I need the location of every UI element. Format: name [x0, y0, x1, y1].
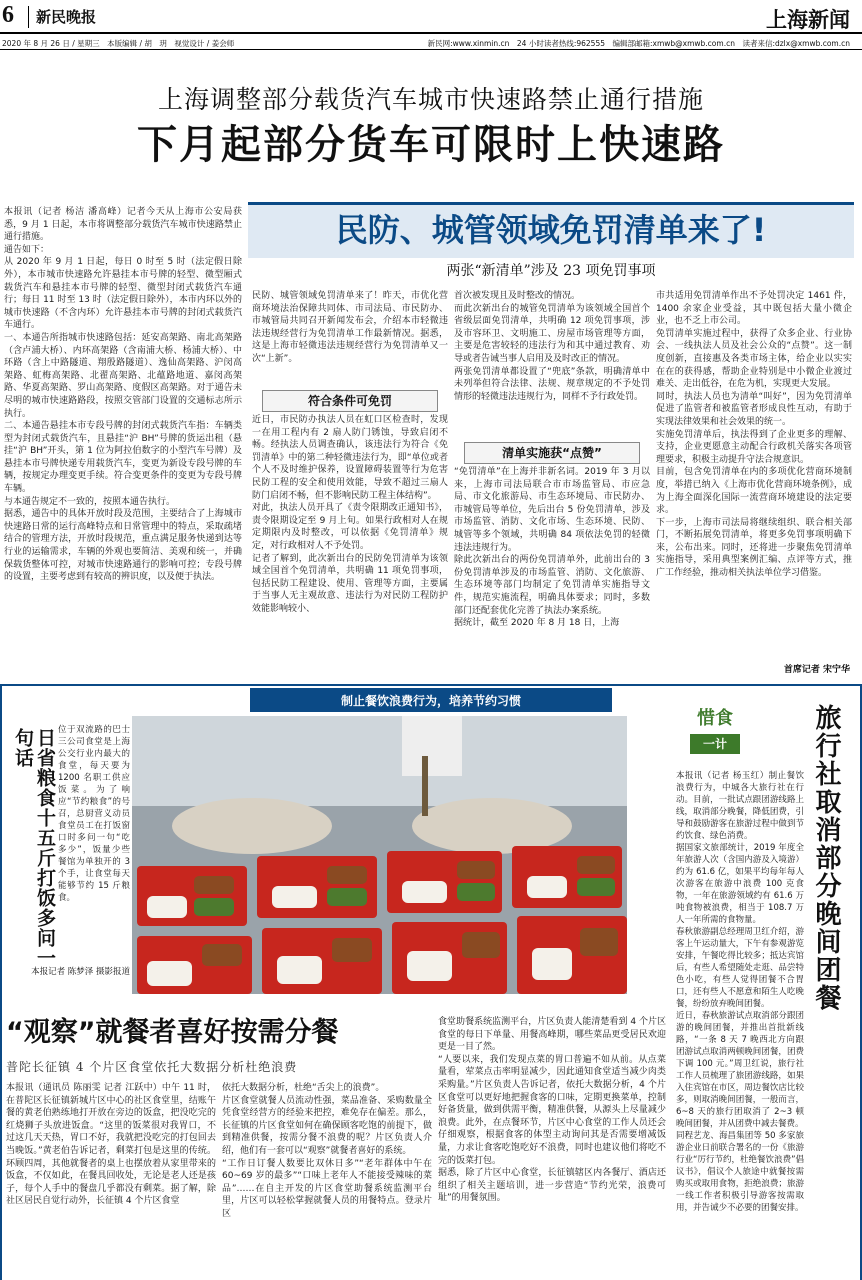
feature1-subhead: 两张“新清单”涉及 23 项免罚事项	[446, 263, 656, 279]
feature2-subhead: 普陀长征镇 4 个片区食堂依托大数据分析杜绝浪费	[6, 1060, 298, 1074]
feature1-col1-bottom: 近日，市民防办执法人员在虹口区检查时，发现一在用工程内有 2 扇人防门锈蚀，导致启闭不畅。经执法人员调查确认，该违法行为符合《免罚清单》中的第二种轻微违法行为，即“单位或者个人不及时维护保养，设置障碍装置等行为危害民防工程的安全和使用效能，导致不超过三扇人防门启闭不畅，但不影响民防工程主体结构”。 对此，执法人员开具了《责令限期改正通知书》，责令限期设定至 9 月上旬。如果行政相对人在规定期限内及时整改，可以依据《免罚清单》规定，对行政相对人不予处罚。 记者了解到，此次新出台的民防免罚清单为该领域全国首个免罚清单，共明确 11 项免罚事项，包括民防工程建设、使用、管理等方面，主要属于当事人无主观故意、违法行为对民防工程防护效能影响较小、	[252, 415, 448, 614]
meat-portion	[457, 861, 495, 879]
meat-portion	[327, 866, 367, 884]
rice-portion	[277, 956, 322, 984]
travel-title: 旅行社取消部分晚间团餐	[811, 704, 841, 1012]
rice-portion	[407, 951, 452, 981]
photo-story-body-cont	[8, 956, 130, 957]
lead-subtitle: 上海调整部分载货汽车城市快速路禁止通行措施	[157, 85, 704, 114]
photo-story-body: 位于双流路的巴士三公司食堂是上海公交行业内最大的食堂，每天要为 1200 名职工供应饭菜。为了响应“节约粮食”的号召，总厨营义动员食堂员工在打饭窗口时多问一句“吃多少”，饭量少些餐馆为单独开的 3 个手，让食堂每天能够节约 15 斤粮食。	[58, 725, 130, 903]
meat-portion	[462, 932, 500, 958]
tag-top: 惜食	[697, 708, 733, 729]
meal-tray	[387, 851, 502, 913]
meat-portion	[202, 944, 242, 966]
meat-portion	[332, 938, 372, 962]
server-sleeve	[402, 716, 462, 776]
meat-portion	[580, 928, 618, 956]
tag-badge	[678, 704, 752, 758]
rice-portion	[272, 886, 317, 908]
feature1	[248, 202, 854, 682]
feature1-col1-top: 民防、城管领域免罚清单来了！昨天，市优化营商环境法治保障共同体、市司法局、市民防办、市城管局共同召开新闻发布会，介绍本市轻微违法违规经营行为免罚清单工作最新情况。据悉，这是上海市轻微违法违规经营行为免罚清单又一次“上新”。	[252, 291, 448, 364]
feature1-col3: 市共适用免罚清单作出不予处罚决定 1461 件，1400 余家企业受益，其中既包括大量小微企业，也不乏上市公司。 免罚清单实施过程中，获得了众多企业、行业协会、一线执法人员及社会公众的“点赞”。这一制度创新，直接惠及各类市场主体，给企业以实实在在的获得感，帮助企业特别是中小微企业渡过难关、走出低谷，在危为机，实现更大发展。 同时，执法人员也为清单“叫好”，因为免罚清单促进了监管者和被监管者形成良性互动，有助于实现法律效果和社会效果的统一。 实施免罚清单后，执法得到了企业更多的理解、支持，企业更愿意主动配合行政机关落实各项管理要求，积极主动提升守法合规意识。 目前，包含免罚清单在内的多项优化营商环境制度，举措已纳入《上海市优化营商环境条例》，成为上海全面深化国际一流营商环境建设的法定要求。 下一步，上海市司法局将继续组织、联合相关部门，不断拓展免罚清单，将更多免罚事项明确下来，公布出来。同时，还将进一步聚焦免罚清单实施指导，采用典型案例汇编、点评等方式，推广工作经验，推动相关执法单位学习借鉴。	[656, 291, 852, 579]
section-name: 上海新闻	[766, 8, 850, 32]
rice-portion	[147, 896, 187, 918]
vegetable-portion	[327, 888, 367, 906]
contact-line: 新民网:www.xinmin.cn 24 小时读者热线:962555 编辑部邮箱:xmwb@xmwb.com.cn 读者来信:dzlx@xmwb.com.cn	[427, 39, 850, 48]
feature1-col2-top: 首次被发现且及时整改的情况。 而此次新出台的城管免罚清单为该领域全国首个省级层面免罚清单，共明确 12 项免罚事项，涉及市容环卫、文明施工、房屋市场管理等方面，主要是危害较轻的违法行为和其中通过教育、劝导或者告诫当事人启用及及时改正的情况。 两张免罚清单都设置了“兜底”条款，明确清单中未列举但符合法律、法规、规章规定的不予处罚情形的轻微违法违规行为，同样不予行政处罚。	[454, 291, 650, 402]
feature1-col2-bottom: “免罚清单”在上海并非新名词。2019 年 3 月以来，上海市司法局联合市市场监管局、市应急局、市文化旅游局、市生态环境局、市民防办、市城管局等单位，先后出台 5 份免罚清单，涉及市场监管、消防、文化市场、生态环境、民防、城管等多个领域，共明确 84 项依法免罚的轻微违法违规行为。 除此次新出台的两份免罚清单外，此前出台的 3 份免罚清单涉及的市场监管、消防、文化旅游、生态环境等部门均制定了免罚清单实施指导文件，规范实施流程，明确具体要求；同时，多数部门还配套优化完善了执法办案系统。 据统计，截至 2020 年 8 月 18 日，上海	[454, 467, 650, 629]
lead-headline: 下月起部分货车可限时上快速路	[137, 122, 725, 168]
serving-ladle	[422, 756, 428, 816]
canteen-photo	[132, 716, 627, 994]
meat-portion	[194, 876, 234, 894]
topic-bar-label: 制止餐饮浪费行为，培养节约习惯	[340, 694, 521, 708]
paper-name: 新民晚报	[36, 8, 97, 26]
feature2-col1: 本报讯（通讯员 陈丽雯 记者 江跃中）中午 11 时，在普陀区长征镇新城片区中心的社区食堂里，结账午餐的黄老伯熟练地打开放在旁边的饭盒，把没吃完的红烧狮子头放进饭盒。“这里的饭菜很对我胃口，不过这几天天热，胃口不好，我就把没吃完的打包回去当晚饭。”黄老伯告诉记者，剩菜打包是这里的传统。环顾四周，其他就餐者的桌上也摆放着从家里带来的饭盒，不仅如此，在餐具回收处，无论是老人还是孩子，每个人手中的餐盘几乎都没有剩菜。据了解，除社区居民自觉行动外，长征镇 4 个片区食堂	[6, 1083, 216, 1207]
meat-portion	[577, 856, 615, 874]
feature1-headline: 民防、城管领域免罚清单来了!	[335, 211, 767, 249]
vegetable-portion	[194, 898, 234, 916]
feature1-col2-heading: 清单实施获“点赞”	[464, 442, 640, 464]
rice-portion	[532, 948, 572, 980]
vegetable-portion	[577, 878, 615, 896]
vegetable-portion	[457, 883, 495, 901]
feature1-byline: 首席记者 宋宁华	[783, 665, 850, 675]
page-number: 6	[2, 2, 14, 28]
rice-portion	[527, 876, 567, 898]
meal-tray	[512, 846, 622, 908]
steam-tray-left	[172, 798, 332, 854]
rice-portion	[402, 881, 447, 903]
lead-body: 本报讯（记者 杨洁 潘高峰）记者今天从上海市公安局获悉，9 月 1 日起，本市将调整部分载货汽车城市快速路禁止通行措施。 通告如下： 从 2020 年 9 月 1 日起，每日 0 时至 5 时（法定假日除外），本市城市快速路允许悬挂本市号牌的轻型、微型厢式载货汽车和悬挂本市号牌的轻型、微型封闭式载货汽车通行；每日 11 时至 13 时（法定假日除外），本市内环以外的城市快速路（不含内环）允许悬挂本市号牌的封闭式载货汽车通行。 一、本通告所指城市快速路包括：延安高架路、南北高架路（含卢浦大桥）、内环高架路（含南浦大桥、杨浦大桥）、中环路（含上中路隧道、翔殷路隧道）、逸仙高架路、沪闵高架路、虹梅高架路、北翟高架路、北蕴路地道、嘉闵高架路、华夏高架路、罗山高架路、度假区高架路。对于通告未尽明的城市快速路路段，按照交管部门设置的交通标志所示执行。 二、本通告悬挂本市专段号牌的封闭式载货汽车指：车辆类型为封闭式载货汽车，且悬挂“沪 BH”号牌的货运出租（悬挂“沪 BH”开头，第 1 位为阿拉伯数字的小型汽车号牌）及悬挂本市号牌快递专用载货汽车，变更为新设专段号牌的车辆，按规定办理变更手续。符合变更条件的变更为专段号牌车辆。 与本通告规定不一致的，按照本通告执行。 据悉，通告中的具体开放时段及范围，主要结合了上海城市快速路日常的运行高峰特点和日常管理中的特点，采取疏堵结合的管理方法，开放时段规范，重点满足服务快递到达等行业的运输需求，车辆的外观也要简洁、美观和统一，并确保载货整体可控，对城市快速路通行的影响可控；专段号牌的设置，主要考虑到有较高的辨识度，以及便于执法。	[4, 207, 242, 583]
steam-tray-right	[412, 798, 572, 854]
counter-glass	[132, 716, 627, 806]
photo-story-title: 日省粮食十五斤打饭多问一句话	[12, 728, 56, 968]
feature2-col2: 依托大数据分析，杜绝“舌尖上的浪费”。 片区食堂就餐人员流动性强，菜品准备、采购数量全凭食堂经营方的经验来把控，难免存在偏差。那么，长征镇的片区食堂如何在确保顾客吃饱的前提下，做到精准供餐，按需分餐不浪费的呢？片区负责人介绍，他们有一套可以“观察”就餐者喜好的系统。 “工作日订餐人数要比双休日多”“老年群体中午在 60~69 岁的最多”“口味上老年人不能接受辣味的菜品”……在自主开发的片区食堂助餐系统监测平台里，片区可以轻松掌握就餐人员的用餐特点。登录片区	[222, 1083, 432, 1219]
rice-portion	[147, 961, 192, 986]
page-header	[0, 0, 862, 50]
feature2-headline: “观察”就餐者喜好按需分餐	[6, 1017, 339, 1048]
travel-body: 本报讯（记者 杨玉红）制止餐饮浪费行为，中城各大旅行社在行动。目前，一批试点跟团游线路上线，取消部分晚餐，降低团费，引导和鼓励游客在旅游过程中做到节约饮食、绿色消费。 据国家文旅部统计，2019 年度全年旅游人次（含国内游及入境游）约为 61.6 亿，如果平均每年每人次游客在旅游中浪费 100 克食物，一年在旅游领域约有 61.6 万吨食物被浪费，相当于 108.7 万人一年所需的食物量。 春秋旅游副总经理周卫红介绍，游客上午运动量大，下午有参观游览安排，午餐吃得比较多；抵达宾馆后，有些人希望随处走逛、品尝特色小吃，有些人觉得团餐不合胃口，还有些人不愿意和陌生人吃晚餐，纷纷放弃晚间团餐。 近日，春秋旅游试点取消部分跟团游的晚间团餐，并推出首批新线路，“一条 8 天 7 晚西北方向跟团游试点取消两顿晚间团餐，团费下调 100 元。”周卫红说，旅行社工作人员梳理了旅团游线路，如果入住宾馆在市区，周边餐饮店比较多，则取消晚间团餐，一般而言，6~8 天的旅行团取消了 2~3 顿晚间团餐，并从团费中减去餐费。 同程艺龙、海昌集团等 50 多家旅游企业日前联合署名的一份《旅游行业“厉行节约，杜绝餐饮浪费”倡议书》，倡议个人旅途中就餐按需购买或取用食物，拒绝浪费；旅游一线工作者积极引导游客按需取用，并告诫少不必要的团餐安排。	[676, 771, 804, 1213]
photo-story-byline: 本报记者 陈梦泽 摄影报道	[31, 967, 130, 977]
date-line: 2020 年 8 月 26 日 / 星期三 本版编辑 / 胡 玥 视觉设计 / 姜会师	[2, 39, 235, 48]
feature2-col3: 食堂助餐系统监测平台，片区负责人能清楚看到 4 个片区食堂的每日下单量、用餐高峰期，哪些菜品更受居民欢迎更是一目了然。 “人要以来，我们发现点菜的胃口普遍不如从前。从点菜量看，荤菜点击率明显减少，因此通知食堂适当减少肉类采购量。”片区负责人告诉记者，依托大数据分析，4 个片区食堂可以更好地把握食客的口味，定期更换菜单，控制好备货量，做到供需平衡，精准供餐，从源头上尽量减少浪费。此外，在点餐环节，片区中心食堂的工作人员还会仔细观察，根据食客的体型主动询问其是否需要增减饭量，力求让食客吃饱吃好不浪费，同时也建议他们将吃不完的饭菜打包。 据悉，除了片区中心食堂，长征镇辖区内各餐厅、酒店还组织了相关主题培训，进一步营造“节约光荣，浪费可耻”的用餐氛围。	[438, 1017, 666, 1204]
feature1-col1-heading: 符合条件可免罚	[262, 390, 438, 412]
tag-bottom: 一计	[690, 734, 740, 754]
